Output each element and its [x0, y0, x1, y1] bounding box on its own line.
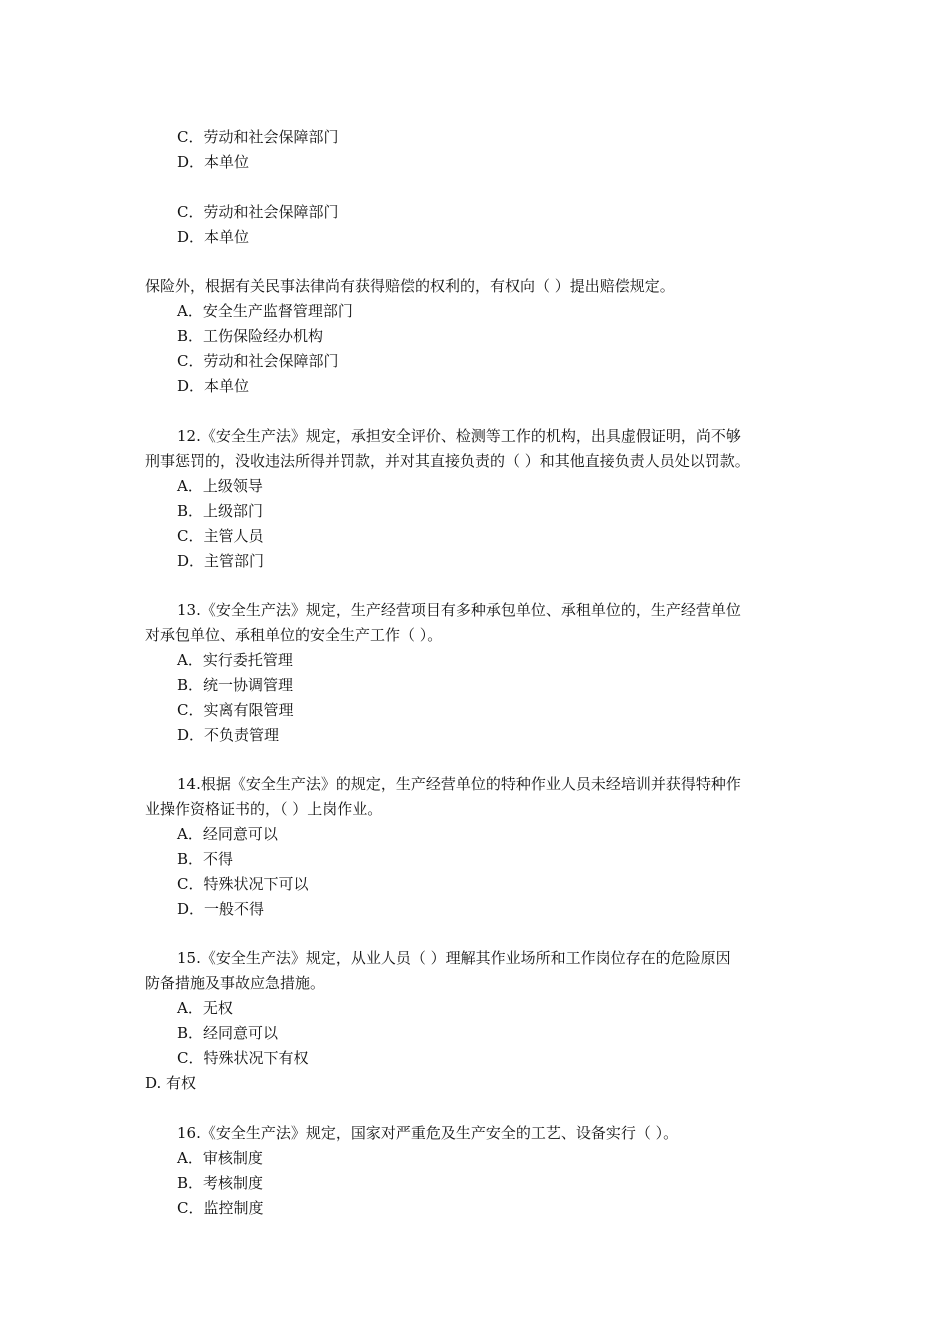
option-line: D．本单位: [177, 228, 250, 246]
question-15-text-cont: 防备措施及事故应急措施。: [145, 974, 326, 992]
option-line: D．本单位: [177, 377, 250, 395]
question-16-text: 16.《安全生产法》规定，国家对严重危及生产安全的工艺、设备实行（ ）。: [177, 1124, 679, 1142]
option-line: A．安全生产监督管理部门: [177, 302, 353, 320]
question-12-text: 12.《安全生产法》规定，承担安全评价、检测等工作的机构，出具虚假证明，尚不够: [177, 427, 741, 445]
option-line: B．不得: [177, 850, 234, 868]
option-line-unindented: D. 有权: [145, 1074, 197, 1092]
option-line: B．经同意可以: [177, 1024, 279, 1042]
option-line: D．一般不得: [177, 900, 265, 918]
option-line: C．主管人员: [177, 527, 264, 545]
option-line: A．上级领导: [177, 477, 263, 495]
option-line: A．无权: [177, 999, 233, 1017]
question-13-text: 13.《安全生产法》规定，生产经营项目有多种承包单位、承租单位的，生产经营单位: [177, 601, 741, 619]
option-line: B．上级部门: [177, 502, 264, 520]
option-line: C．劳动和社会保障部门: [177, 203, 339, 221]
option-line: A．审核制度: [177, 1149, 263, 1167]
option-line: A．实行委托管理: [177, 651, 293, 669]
option-line: D．不负责管理: [177, 726, 280, 744]
option-line: C．劳动和社会保障部门: [177, 128, 339, 146]
option-line: D．本单位: [177, 153, 250, 171]
option-line: D．主管部门: [177, 552, 265, 570]
question-13-text-cont: 对承包单位、承租单位的安全生产工作（ ）。: [145, 626, 443, 644]
option-line: A．经同意可以: [177, 825, 278, 843]
question-14-text: 14.根据《安全生产法》的规定，生产经营单位的特种作业人员未经培训并获得特种作: [177, 775, 741, 793]
option-line: C．特殊状况下有权: [177, 1049, 309, 1067]
option-line: B．工伤保险经办机构: [177, 327, 324, 345]
option-line: C．特殊状况下可以: [177, 875, 309, 893]
option-line: B．考核制度: [177, 1174, 264, 1192]
option-line: C．劳动和社会保障部门: [177, 352, 339, 370]
option-line: B．统一协调管理: [177, 676, 294, 694]
question-15-text: 15.《安全生产法》规定，从业人员（ ）理解其作业场所和工作岗位存在的危险原因: [177, 949, 731, 967]
question-text: 保险外，根据有关民事法律尚有获得赔偿的权利的，有权向（ ）提出赔偿规定。: [145, 277, 675, 295]
option-line: C．监控制度: [177, 1199, 264, 1217]
option-line: C．实离有限管理: [177, 701, 294, 719]
question-14-text-cont: 业操作资格证书的，（ ）上岗作业。: [145, 800, 383, 818]
question-12-text-cont: 刑事惩罚的，没收违法所得并罚款，并对其直接负责的（ ）和其他直接负责人员处以罚款。: [145, 452, 750, 470]
